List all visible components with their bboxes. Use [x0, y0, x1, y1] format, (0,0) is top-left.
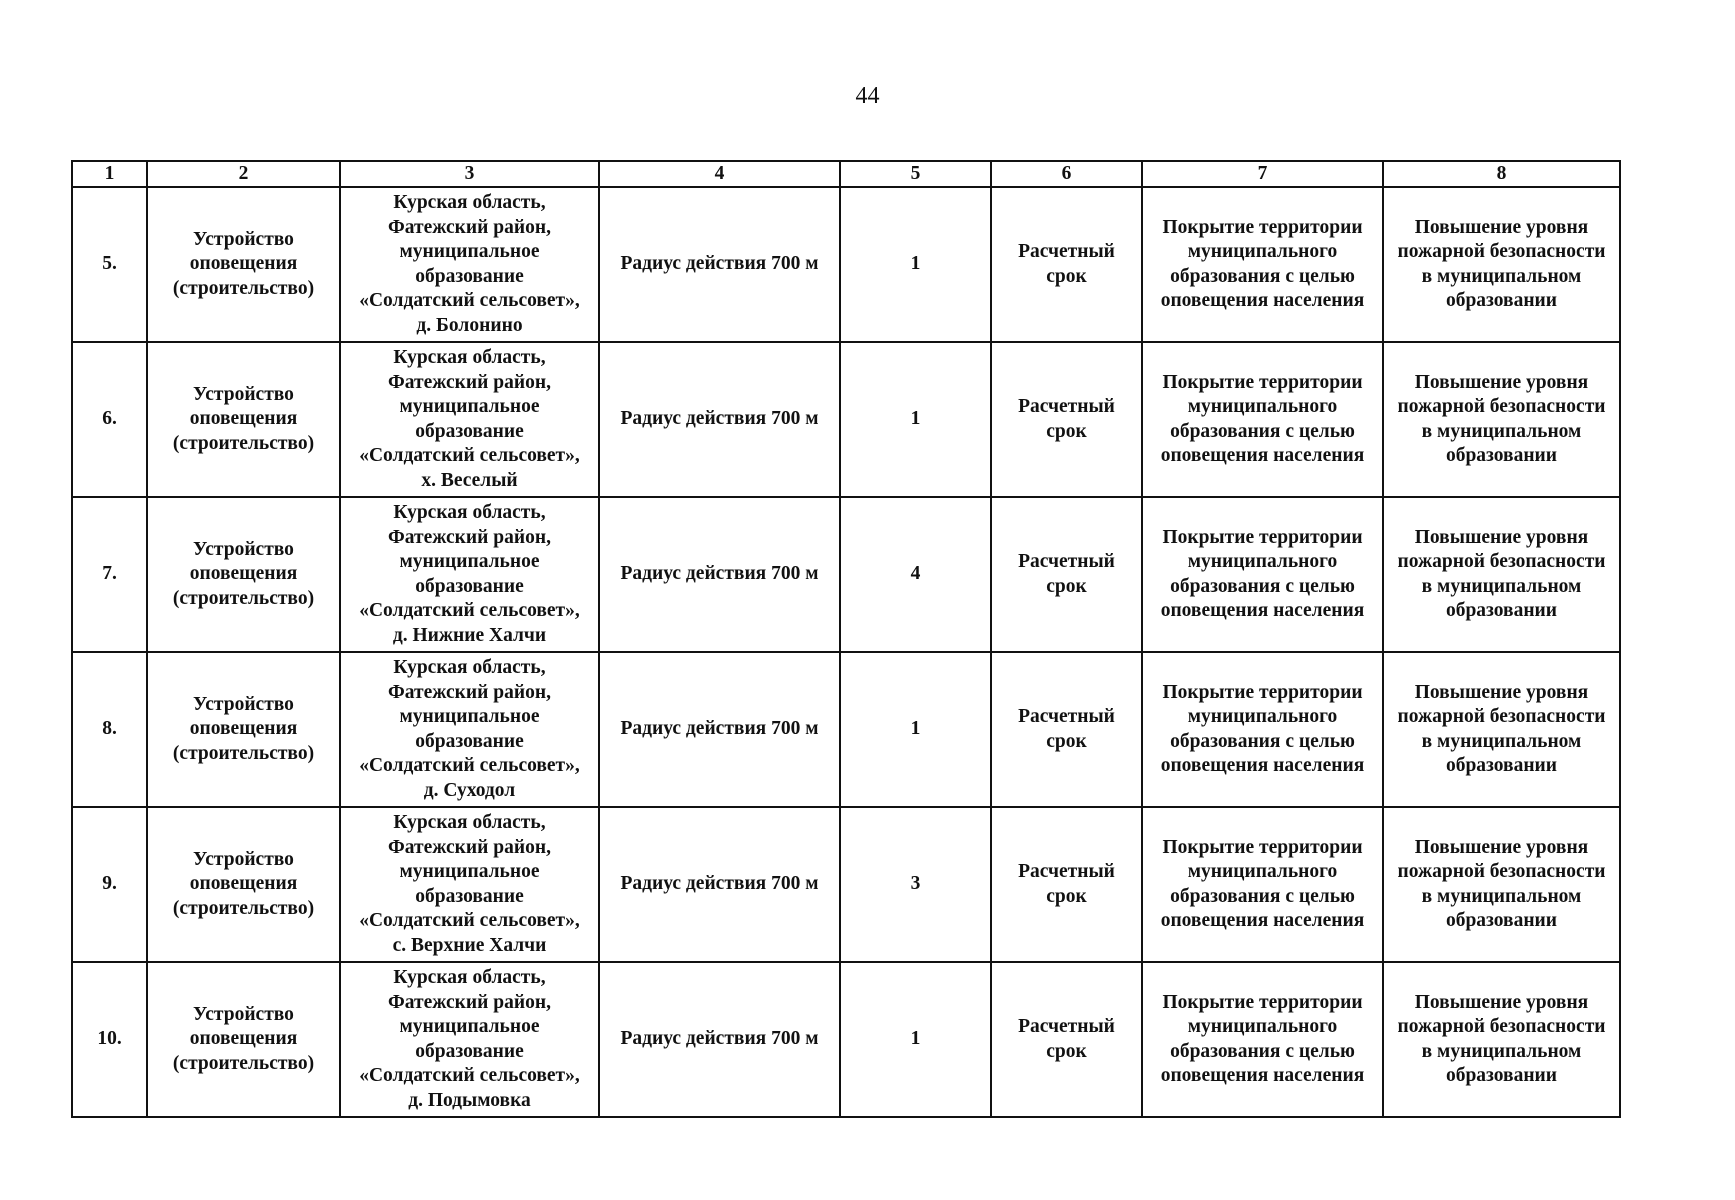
cell-line: Фатежский район, [388, 216, 551, 238]
cell-line: в муниципальном [1421, 730, 1582, 752]
cell-line: Повышение уровня [1414, 681, 1589, 703]
cell-line: Курская область, [393, 967, 546, 988]
cell-line: оповещения [189, 873, 298, 895]
column-number: 7 [1142, 161, 1383, 187]
page-number: 44 [855, 83, 880, 109]
column-number: 2 [147, 161, 340, 187]
cell-line: Устройство [193, 383, 294, 405]
table-row [72, 187, 1620, 342]
cell-line: пожарной безопасности [1397, 861, 1606, 882]
cell-line: Устройство [193, 693, 294, 715]
coverage-cell [1142, 342, 1383, 497]
cell-line: оповещения [189, 253, 298, 275]
cell-line: оповещения населения [1160, 755, 1365, 776]
term-cell [991, 807, 1142, 962]
cell-line: оповещения [189, 1028, 298, 1050]
goal-cell [1383, 807, 1620, 962]
cell-line: (строительство) [172, 587, 315, 609]
cell-line: Устройство [193, 1003, 294, 1025]
cell-line: (строительство) [172, 432, 315, 454]
cell-line: пожарной безопасности [1397, 241, 1606, 262]
device-cell [147, 497, 340, 652]
cell-line: муниципальное [399, 241, 540, 262]
cell-line: срок [1046, 1040, 1087, 1062]
cell-line: срок [1046, 420, 1087, 442]
cell-line: Фатежский район, [388, 991, 551, 1013]
cell-line: Фатежский район, [388, 681, 551, 703]
device-cell [147, 187, 340, 342]
cell-line: в муниципальном [1421, 575, 1582, 597]
cell-line: «Солдатский сельсовет», [359, 1065, 580, 1086]
location-cell [340, 342, 599, 497]
location-cell [340, 962, 599, 1117]
column-number-row [72, 161, 1620, 187]
row-number-cell: 8. [72, 652, 147, 807]
cell-line: муниципального [1187, 241, 1338, 262]
row-number-cell: 5. [72, 187, 147, 342]
cell-line: срок [1046, 885, 1087, 907]
cell-line: «Солдатский сельсовет», [359, 600, 580, 621]
location-cell [340, 187, 599, 342]
radius-cell: Радиус действия 700 м [599, 497, 840, 652]
cell-line: оповещения населения [1160, 290, 1365, 311]
cell-line: Покрытие территории [1162, 836, 1363, 858]
quantity-cell: 4 [840, 497, 991, 652]
radius-cell: Радиус действия 700 м [599, 962, 840, 1117]
cell-line: в муниципальном [1421, 265, 1582, 287]
column-number: 6 [991, 161, 1142, 187]
cell-line: образования с целью [1170, 265, 1355, 287]
cell-line: Покрытие территории [1162, 371, 1363, 393]
radius-cell: Радиус действия 700 м [599, 342, 840, 497]
cell-line: образовании [1445, 290, 1558, 311]
cell-line: муниципального [1187, 1016, 1338, 1037]
cell-line: Расчетный [1018, 1016, 1115, 1037]
cell-line: Расчетный [1018, 706, 1115, 727]
cell-line: оповещения [189, 408, 298, 430]
cell-line: образования с целью [1170, 575, 1355, 597]
cell-line: муниципальное [399, 861, 540, 882]
cell-line: х. Веселый [421, 469, 518, 491]
quantity-cell: 3 [840, 807, 991, 962]
row-number-cell: 10. [72, 962, 147, 1117]
cell-line: образование [415, 885, 524, 907]
cell-line: в муниципальном [1421, 420, 1582, 442]
column-number: 5 [840, 161, 991, 187]
cell-line: оповещения населения [1160, 1065, 1365, 1086]
cell-line: оповещения [189, 718, 298, 740]
cell-line: образования с целью [1170, 885, 1355, 907]
cell-line: Курская область, [393, 502, 546, 523]
radius-cell: Радиус действия 700 м [599, 807, 840, 962]
cell-line: образовании [1445, 600, 1558, 621]
goal-cell [1383, 497, 1620, 652]
cell-line: муниципального [1187, 396, 1338, 417]
term-cell [991, 652, 1142, 807]
cell-line: Повышение уровня [1414, 371, 1589, 393]
cell-line: Устройство [193, 848, 294, 870]
cell-line: муниципального [1187, 551, 1338, 572]
device-cell [147, 962, 340, 1117]
device-cell [147, 652, 340, 807]
cell-line: образования с целью [1170, 730, 1355, 752]
cell-line: муниципального [1187, 706, 1338, 727]
column-number: 3 [340, 161, 599, 187]
cell-line: в муниципальном [1421, 1040, 1582, 1062]
goal-cell [1383, 652, 1620, 807]
cell-line: Устройство [193, 228, 294, 250]
cell-line: Фатежский район, [388, 526, 551, 548]
cell-line: муниципальное [399, 551, 540, 572]
cell-line: (строительство) [172, 742, 315, 764]
location-cell [340, 652, 599, 807]
cell-line: образования с целью [1170, 420, 1355, 442]
quantity-cell: 1 [840, 187, 991, 342]
cell-line: «Солдатский сельсовет», [359, 290, 580, 311]
table-row [72, 652, 1620, 807]
cell-line: образование [415, 730, 524, 752]
goal-cell [1383, 962, 1620, 1117]
coverage-cell [1142, 497, 1383, 652]
cell-line: срок [1046, 730, 1087, 752]
cell-line: Курская область, [393, 657, 546, 678]
cell-line: (строительство) [172, 277, 315, 299]
cell-line: Повышение уровня [1414, 526, 1589, 548]
cell-line: Повышение уровня [1414, 216, 1589, 238]
cell-line: д. Нижние Халчи [392, 624, 547, 646]
coverage-cell [1142, 807, 1383, 962]
cell-line: муниципального [1187, 861, 1338, 882]
cell-line: с. Верхние Халчи [392, 934, 547, 956]
cell-line: Фатежский район, [388, 836, 551, 858]
measures-table [71, 160, 1621, 1118]
row-number-cell: 9. [72, 807, 147, 962]
cell-line: д. Суходол [423, 779, 516, 801]
cell-line: в муниципальном [1421, 885, 1582, 907]
cell-line: Покрытие территории [1162, 681, 1363, 703]
cell-line: Покрытие территории [1162, 991, 1363, 1013]
cell-line: срок [1046, 575, 1087, 597]
quantity-cell: 1 [840, 652, 991, 807]
cell-line: образование [415, 1040, 524, 1062]
cell-line: Покрытие территории [1162, 216, 1363, 238]
radius-cell: Радиус действия 700 м [599, 187, 840, 342]
cell-line: Повышение уровня [1414, 991, 1589, 1013]
cell-line: оповещения населения [1160, 600, 1365, 621]
cell-line: пожарной безопасности [1397, 1016, 1606, 1037]
cell-line: образование [415, 575, 524, 597]
cell-line: образовании [1445, 755, 1558, 776]
cell-line: образовании [1445, 445, 1558, 466]
cell-line: (строительство) [172, 897, 315, 919]
table-row [72, 497, 1620, 652]
cell-line: «Солдатский сельсовет», [359, 755, 580, 776]
cell-line: образовании [1445, 1065, 1558, 1086]
radius-cell: Радиус действия 700 м [599, 652, 840, 807]
term-cell [991, 342, 1142, 497]
cell-line: Расчетный [1018, 241, 1115, 262]
cell-line: Расчетный [1018, 396, 1115, 417]
cell-line: Курская область, [393, 812, 546, 833]
cell-line: пожарной безопасности [1397, 551, 1606, 572]
device-cell [147, 342, 340, 497]
cell-line: оповещения [189, 563, 298, 585]
goal-cell [1383, 342, 1620, 497]
coverage-cell [1142, 962, 1383, 1117]
table-row [72, 962, 1620, 1117]
cell-line: муниципальное [399, 706, 540, 727]
cell-line: (строительство) [172, 1052, 315, 1074]
cell-line: Расчетный [1018, 551, 1115, 572]
cell-line: муниципальное [399, 396, 540, 417]
cell-line: оповещения населения [1160, 910, 1365, 931]
quantity-cell: 1 [840, 342, 991, 497]
cell-line: образование [415, 265, 524, 287]
location-cell [340, 807, 599, 962]
cell-line: Устройство [193, 538, 294, 560]
cell-line: д. Подымовка [408, 1089, 531, 1111]
cell-line: Расчетный [1018, 861, 1115, 882]
quantity-cell: 1 [840, 962, 991, 1117]
cell-line: «Солдатский сельсовет», [359, 445, 580, 466]
cell-line: пожарной безопасности [1397, 706, 1606, 727]
term-cell [991, 962, 1142, 1117]
cell-line: оповещения населения [1160, 445, 1365, 466]
table-body [72, 187, 1620, 1117]
device-cell [147, 807, 340, 962]
cell-line: образование [415, 420, 524, 442]
cell-line: Покрытие территории [1162, 526, 1363, 548]
goal-cell [1383, 187, 1620, 342]
row-number-cell: 6. [72, 342, 147, 497]
term-cell [991, 187, 1142, 342]
cell-line: срок [1046, 265, 1087, 287]
cell-line: Фатежский район, [388, 371, 551, 393]
column-number: 4 [599, 161, 840, 187]
location-cell [340, 497, 599, 652]
column-number: 8 [1383, 161, 1620, 187]
cell-line: Курская область, [393, 192, 546, 213]
cell-line: образования с целью [1170, 1040, 1355, 1062]
term-cell [991, 497, 1142, 652]
cell-line: муниципальное [399, 1016, 540, 1037]
cell-line: д. Болонино [416, 314, 523, 336]
table-row [72, 807, 1620, 962]
row-number-cell: 7. [72, 497, 147, 652]
cell-line: образовании [1445, 910, 1558, 931]
coverage-cell [1142, 187, 1383, 342]
cell-line: пожарной безопасности [1397, 396, 1606, 417]
coverage-cell [1142, 652, 1383, 807]
cell-line: Повышение уровня [1414, 836, 1589, 858]
column-number: 1 [72, 161, 147, 187]
table-row [72, 342, 1620, 497]
cell-line: Курская область, [393, 347, 546, 368]
cell-line: «Солдатский сельсовет», [359, 910, 580, 931]
